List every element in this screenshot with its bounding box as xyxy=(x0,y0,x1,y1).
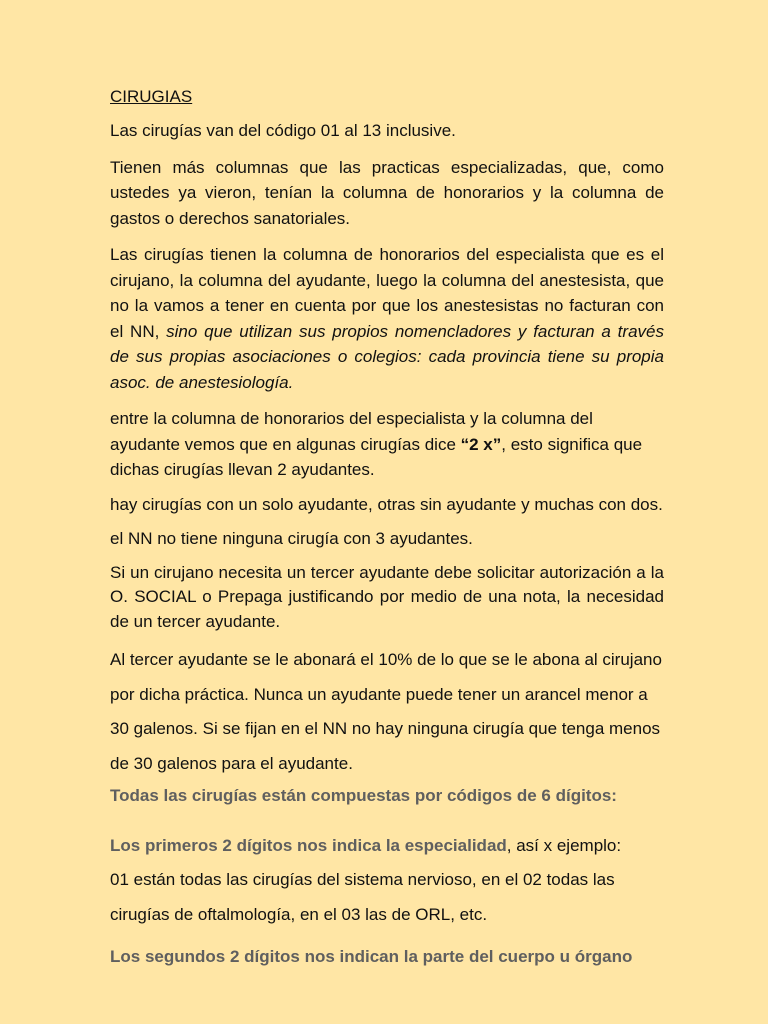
anesthesia-note: sino que utilizan sus propios nomencladores y facturan a través de sus propias asociaciones o colegios: cada provincia tiene su propia asoc. de anestesiología. xyxy=(110,321,664,392)
paragraph-surgery-columns xyxy=(110,242,664,395)
surgery-columns-text: Las cirugías tienen la columna de honorarios del especialista que es el cirujano, la columna del ayudante, luego la columna del anestesista, que no la vamos a tener en cuenta por que los anestesistas no facturan con el NN, xyxy=(110,245,664,341)
paragraph-specialty-digits xyxy=(110,829,664,864)
document-page xyxy=(110,84,664,970)
two-assistants-text-after: , esto significa que dichas cirugías llevan 2 ayudantes. xyxy=(110,434,643,479)
paragraph-six-digit-codes: Todas las cirugías están compuestas por códigos de 6 dígitos: xyxy=(110,786,617,805)
paragraph-no-three-assistants: el NN no tiene ninguna cirugía con 3 ayudantes. xyxy=(110,529,473,548)
paragraph-columns-intro: Tienen más columnas que las practicas especializadas, que, como ustedes ya vieron, tenían la columna de honorarios y la columna de gastos o derechos sanatoriales. xyxy=(110,157,664,228)
paragraph-assistant-count: hay cirugías con un solo ayudante, otras sin ayudante y muchas con dos. xyxy=(110,494,663,514)
two-assistants-text-before: entre la columna de honorarios del especialista y la columna del ayudante vemos que en algunas cirugías dice xyxy=(110,409,593,454)
paragraph-third-assistant-fee: Al tercer ayudante se le abonará el 10% de lo que se le abona al cirujano por dicha práctica. Nunca un ayudante puede tener un arancel menor a 30 galenos. Si se fijan en el NN no hay ninguna cirugía que tenga menos de 30 galenos para el ayudante. xyxy=(110,650,662,773)
paragraph-two-assistants xyxy=(110,406,664,483)
section-title: CIRUGIAS xyxy=(110,87,193,106)
paragraph-code-range: Las cirugías van del código 01 al 13 inclusive. xyxy=(110,121,456,140)
paragraph-third-assistant-authorization: Si un cirujano necesita un tercer ayudante debe solicitar autorización a la O. SOCIAL o Prepaga justificando por medio de una nota, la necesidad de un tercer ayudante. xyxy=(110,562,664,631)
two-x-marker: “2 x” xyxy=(460,434,502,454)
paragraph-specialty-examples: 01 están todas las cirugías del sistema nervioso, en el 02 todas las cirugías de oftalmología, en el 03 las de ORL, etc. xyxy=(110,870,615,924)
specialty-digits-text: , así x ejemplo: xyxy=(506,835,622,855)
specialty-digits-highlight: Los primeros 2 dígitos nos indica la especialidad xyxy=(110,835,507,855)
paragraph-body-part-digits: Los segundos 2 dígitos nos indican la parte del cuerpo u órgano xyxy=(110,947,633,966)
